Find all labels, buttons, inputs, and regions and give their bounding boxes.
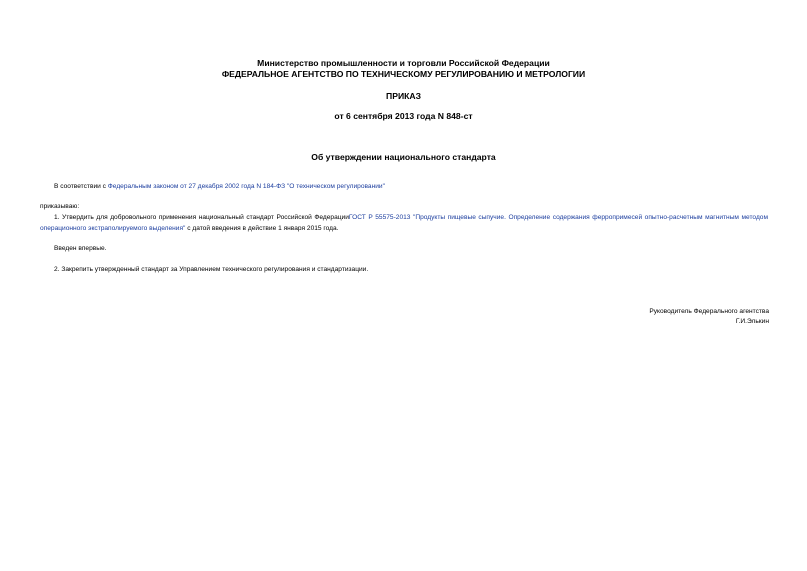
signature-position: Руководитель Федерального агентства — [649, 308, 769, 315]
item-1-paragraph — [40, 212, 768, 234]
introduced-note: Введен впервые. — [54, 245, 107, 252]
signature-name: Г.И.Элькин — [735, 318, 769, 325]
gost-standard-link[interactable]: ГОСТ Р 55575-2013 "Продукты пищевые сыпучие. Определение содержания ферропримесей опытно-расчетным магнитным методом операционного экстраполируемого выделения" — [40, 214, 768, 232]
ministry-title: Министерство промышленности и торговли Российской Федерации — [257, 58, 550, 68]
preamble-prefix: В соответствии с — [54, 183, 108, 190]
order-word: приказываю: — [40, 203, 80, 210]
document-type: ПРИКАЗ — [386, 91, 421, 101]
item-1-prefix: 1. Утвердить для добровольного применения национальный стандарт Российской Федерации — [54, 214, 349, 221]
document-subject: Об утверждении национального стандарта — [311, 152, 496, 162]
item-2-paragraph: 2. Закрепить утвержденный стандарт за Управлением технического регулирования и стандартизации. — [54, 266, 369, 273]
document-date-number: от 6 сентября 2013 года N 848-ст — [334, 111, 473, 121]
agency-title: ФЕДЕРАЛЬНОЕ АГЕНТСТВО ПО ТЕХНИЧЕСКОМУ РЕГУЛИРОВАНИЮ И МЕТРОЛОГИИ — [221, 69, 586, 79]
federal-law-link[interactable]: Федеральным законом от 27 декабря 2002 года N 184-ФЗ "О техническом регулировании" — [107, 183, 385, 190]
preamble-paragraph — [54, 181, 385, 192]
item-1-suffix: с датой введения в действие 1 января 2015 года. — [185, 225, 339, 232]
